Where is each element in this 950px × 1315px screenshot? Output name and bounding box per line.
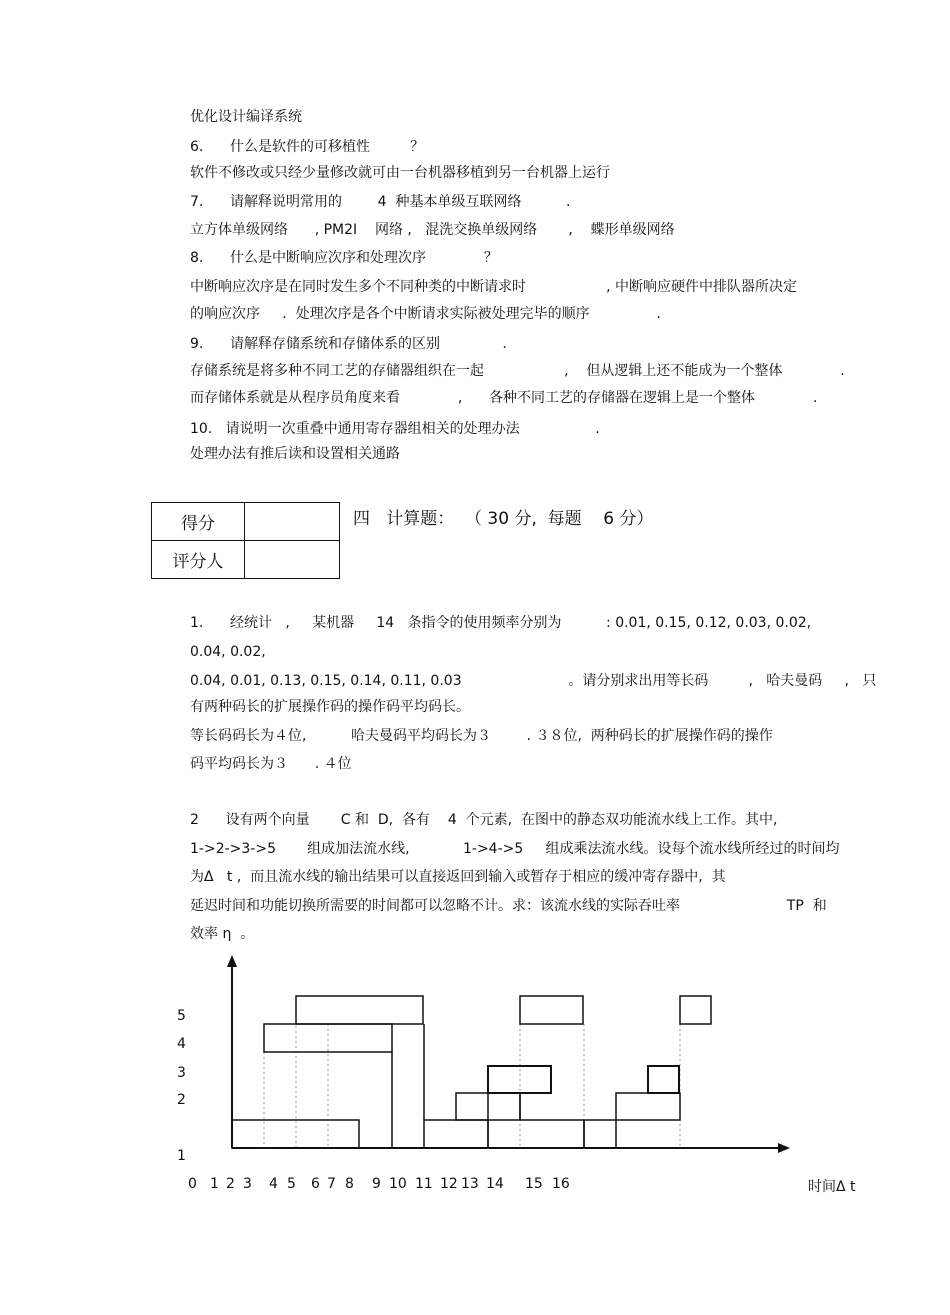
x-axis-label: 11 — [415, 1176, 433, 1192]
y-axis-label: 2 — [177, 1092, 186, 1108]
text-line: 9. 请解释存储系统和存储体系的区别 . — [190, 336, 507, 352]
text-line: 有两种码长的扩展操作码的操作码平均码长。 — [190, 699, 470, 715]
y-axis-label: 3 — [177, 1065, 186, 1081]
x-axis-label: 7 — [327, 1176, 336, 1192]
text-line: 10. 请说明一次重叠中通用寄存器组相关的处理办法 . — [190, 421, 600, 437]
text-line: 6. 什么是软件的可移植性 ？ — [190, 139, 425, 155]
text-line: 处理办法有推后读和设置相关通路 — [190, 446, 400, 462]
x-axis-label: 0 — [188, 1176, 197, 1192]
text-line: 7. 请解释说明常用的 4 种基本单级互联网络 . — [190, 194, 571, 210]
text-line: 软件不修改或只经少量修改就可由一台机器移植到另一台机器上运行 — [190, 165, 610, 181]
stage1-box — [584, 1120, 616, 1148]
x-axis-label: 12 — [440, 1176, 458, 1192]
text-line: 立方体单级网络 , PM2I 网络 , 混洗交换单级网络 , 蝶形单级网络 — [190, 222, 675, 238]
text-line: 为Δ t , 而且流水线的输出结果可以直接返回到输入或暂存于相应的缓冲寄存器中, 其 — [190, 869, 726, 885]
text-line: 0.04, 0.02, — [190, 644, 266, 660]
x-axis-label: 13 — [461, 1176, 479, 1192]
x-axis-label: 1 — [210, 1176, 219, 1192]
x-axis-label: 14 — [486, 1176, 504, 1192]
x-axis-label: 16 — [552, 1176, 570, 1192]
stage4-box — [264, 1024, 392, 1052]
x-axis-label: 4 — [269, 1176, 278, 1192]
text-line: 等长码码长为４位, 哈夫曼码平均码长为３ . ３８位, 两种码长的扩展操作码的操作 — [190, 728, 773, 744]
x-axis-label: 8 — [345, 1176, 354, 1192]
stage1-box — [232, 1120, 359, 1148]
x-axis-label: 6 — [311, 1176, 320, 1192]
section-title: 四 计算题： （ 30 分, 每题 6 分） — [353, 509, 654, 529]
x-axis-title: 时间Δ t — [808, 1179, 856, 1195]
text-line: 1. 经统计 , 某机器 14 条指令的使用频率分别为 : 0.01, 0.15, 0.12, 0.03, 0.02, — [190, 615, 812, 631]
stage5-box — [680, 996, 711, 1024]
y-axis-label: 4 — [177, 1036, 186, 1052]
stage3-box — [648, 1066, 679, 1093]
x-axis-label: 5 — [287, 1176, 296, 1192]
x-axis-arrow — [778, 1143, 790, 1153]
text-line: 存储系统是将多种不同工艺的存储器组织在一起 , 但从逻辑上还不能成为一个整体 . — [190, 363, 845, 379]
x-axis-label: 9 — [372, 1176, 381, 1192]
grader-label: 评分人 — [152, 541, 245, 579]
text-line: 优化设计编译系统 — [190, 109, 302, 125]
stage1-box — [424, 1120, 488, 1148]
text-line: 中断响应次序是在同时发生多个不同种类的中断请求时 , 中断响应硬件中排队器所决定 — [190, 279, 798, 295]
x-axis-label: 3 — [243, 1176, 252, 1192]
x-axis-label: 2 — [226, 1176, 235, 1192]
stage2-box — [616, 1093, 680, 1120]
text-line: 2 设有两个向量 C 和 D, 各有 4 个元素, 在图中的静态双功能流水线上工作。其中, — [190, 812, 778, 828]
stage5-box — [296, 996, 423, 1024]
text-line: 效率 η 。 — [190, 926, 255, 942]
stage5-box — [520, 996, 583, 1024]
text-line: 延迟时间和功能切换所需要的时间都可以忽略不计。求：该流水线的实际吞吐率 TP 和 — [190, 898, 827, 914]
text-line: 的响应次序 . 处理次序是各个中断请求实际被处理完毕的顺序 . — [190, 306, 661, 322]
y-axis-label: 5 — [177, 1008, 186, 1024]
text-line: 而存储体系就是从程序员角度来看 , 各种不同工艺的存储器在逻辑上是一个整体 . — [190, 390, 818, 406]
dashed-guides — [264, 996, 680, 1148]
x-axis-label: 10 — [389, 1176, 407, 1192]
text-line: 8. 什么是中断响应次序和处理次序 ？ — [190, 250, 498, 266]
text-line: 1->2->3->5 组成加法流水线, 1->4->5 组成乘法流水线。设每个流水线所经过的时间均 — [190, 841, 840, 857]
y-axis-arrow — [227, 955, 237, 967]
score-label: 得分 — [152, 503, 245, 541]
text-line: 0.04, 0.01, 0.13, 0.15, 0.14, 0.11, 0.03 。请分别求出用等长码 , 哈夫曼码 , 只 — [190, 673, 877, 689]
y-axis-label: 1 — [177, 1148, 186, 1164]
text-line: 码平均码长为３ . ４位 — [190, 756, 352, 772]
x-axis-label: 15 — [525, 1176, 543, 1192]
